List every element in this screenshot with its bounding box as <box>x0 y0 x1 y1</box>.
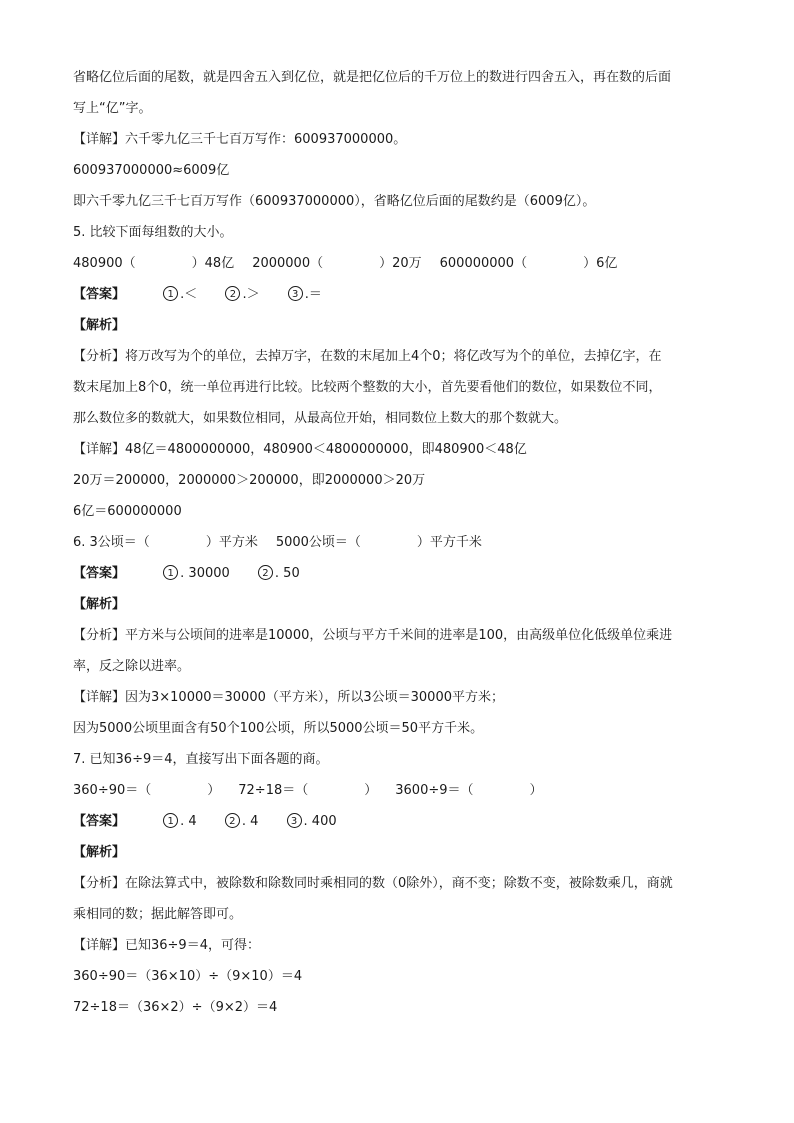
text-line: 率，反之除以进率。 <box>73 659 191 674</box>
text-line: 72÷18＝（36×2）÷（9×2）＝4 <box>73 1000 278 1015</box>
answer-label: 【答案】 <box>73 566 126 581</box>
question-5-items: 480900（ ）48亿 2000000（ ）20万 600000000（ ）6亿 <box>73 256 618 271</box>
circled-number: 2 <box>225 813 240 828</box>
text-line: 【详解】48亿＝4800000000，480900＜4800000000，即480900＜48亿 <box>73 442 527 457</box>
answer-row <box>73 558 723 589</box>
answer-item: 1 .＜ <box>163 279 197 310</box>
circled-number: 2 <box>225 286 240 301</box>
answer-item: 3 . 400 <box>287 806 337 837</box>
question-7-items: 360÷90＝（ ） 72÷18＝（ ） 3600÷9＝（ ） <box>73 783 543 798</box>
analysis-label: 【解析】 <box>73 597 126 612</box>
text-line: 【分析】将万改写为个的单位，去掉万字，在数的末尾加上4个0；将亿改写为个的单位，去掉亿字，在 <box>73 349 662 364</box>
text-line: 【分析】在除法算式中，被除数和除数同时乘相同的数（0除外），商不变；除数不变，被除数乘几，商就 <box>73 876 673 891</box>
text-line: 因为5000公顷里面含有50个100公顷，所以5000公顷＝50平方千米。 <box>73 721 484 736</box>
answer-item: 1 . 4 <box>163 806 197 837</box>
analysis-label: 【解析】 <box>73 318 126 333</box>
answer-item: 2 .＞ <box>225 279 259 310</box>
document-page <box>73 62 723 1023</box>
question-5-title: 5. 比较下面每组数的大小。 <box>73 225 233 240</box>
circled-number: 1 <box>163 813 178 828</box>
text-line: 【详解】因为3×10000＝30000（平方米），所以3公顷＝30000平方米； <box>73 690 504 705</box>
question-7-title: 7. 已知36÷9＝4，直接写出下面各题的商。 <box>73 752 329 767</box>
answer-item: 1 . 30000 <box>163 558 230 589</box>
text-line: 即六千零九亿三千七百万写作（600937000000），省略亿位后面的尾数约是（6009亿）。 <box>73 194 596 209</box>
text-line: 数末尾加上8个0，统一单位再进行比较。比较两个整数的大小，首先要看他们的数位，如果数位不同， <box>73 380 662 395</box>
answer-item: 2 . 4 <box>225 806 259 837</box>
answer-label: 【答案】 <box>73 814 126 829</box>
analysis-label: 【解析】 <box>73 845 126 860</box>
text-line: 写上“亿”字。 <box>73 101 152 116</box>
text-line: 省略亿位后面的尾数，就是四舍五入到亿位，就是把亿位后的千万位上的数进行四舍五入，再在数的后面 <box>73 70 672 85</box>
circled-number: 1 <box>163 565 178 580</box>
text-line: 【详解】六千零九亿三千七百万写作：600937000000。 <box>73 132 407 147</box>
answer-item: 3 .＝ <box>288 279 322 310</box>
answer-row <box>73 279 723 310</box>
answer-row <box>73 806 723 837</box>
text-line: 6亿＝600000000 <box>73 504 182 519</box>
text-line: 【分析】平方米与公顷间的进率是10000，公顷与平方千米间的进率是100，由高级单位化低级单位乘进 <box>73 628 673 643</box>
circled-number: 1 <box>163 286 178 301</box>
text-line: 20万＝200000，2000000＞200000，即2000000＞20万 <box>73 473 426 488</box>
circled-number: 3 <box>288 286 303 301</box>
text-line: 600937000000≈6009亿 <box>73 163 230 178</box>
circled-number: 3 <box>287 813 302 828</box>
text-line: 360÷90＝（36×10）÷（9×10）＝4 <box>73 969 303 984</box>
text-line: 那么数位多的数就大，如果数位相同，从最高位开始，相同数位上数大的那个数就大。 <box>73 411 568 426</box>
text-line: 乘相同的数；据此解答即可。 <box>73 907 243 922</box>
circled-number: 2 <box>258 565 273 580</box>
answer-label: 【答案】 <box>73 287 126 302</box>
answer-item: 2 . 50 <box>258 558 300 589</box>
question-6-title: 6. 3公顷＝（ ）平方米 5000公顷＝（ ）平方千米 <box>73 535 482 550</box>
text-line: 【详解】已知36÷9＝4，可得： <box>73 938 260 953</box>
